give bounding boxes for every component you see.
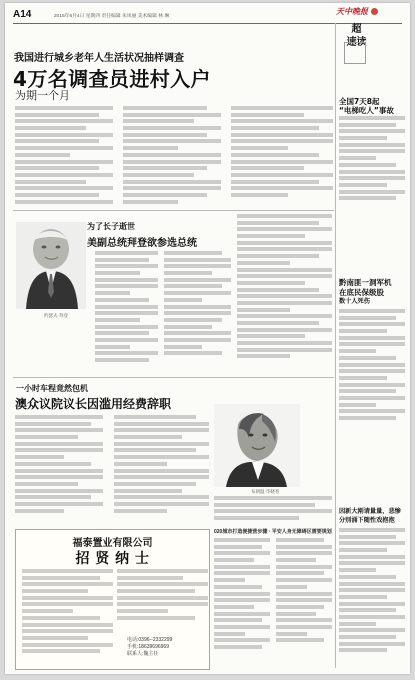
right-story-2-deck: 数十人死伤 <box>339 298 370 305</box>
right-story-1-body <box>339 116 405 204</box>
abbott-body-column-3 <box>214 496 332 524</box>
logo-mark-icon <box>371 8 378 15</box>
biden-caption: 约瑟夫·拜登 <box>44 313 68 318</box>
right-story-1-subtitle: “电梯吃人”事故 <box>339 106 394 115</box>
section-rule-1 <box>13 210 334 211</box>
biden-photo <box>16 222 86 309</box>
ad-company: 福泰置业有限公司 <box>72 538 153 549</box>
lead-body-column-1 <box>15 106 113 207</box>
section-tag-line-1: 超 <box>351 24 362 35</box>
newspaper-page <box>5 3 410 674</box>
ad-left-column <box>22 569 113 664</box>
section-rule-2 <box>13 377 334 378</box>
issue-meta: 2015年6月4日 星期四 责任编辑 朱凤丽 美术编辑 林 琳 <box>54 14 170 19</box>
abbott-caption: 布朗温·毕晓普 <box>251 489 280 494</box>
biden-kicker: 为了长子逝世 <box>87 222 135 231</box>
newspaper-logo <box>336 6 384 18</box>
lead-kicker: 我国进行城乡老年人生活状况抽样调查 <box>14 53 184 64</box>
bottom-news <box>214 529 332 668</box>
logo-text: 天中晚报 <box>336 6 368 16</box>
right-column-divider <box>335 23 336 668</box>
bottom-news-column-1 <box>214 538 270 662</box>
biden-body-column-1 <box>95 251 158 372</box>
abbott-photo <box>214 404 300 487</box>
right-story-1-title: 全国7天8起 <box>339 97 380 106</box>
right-story-2-subtitle: 在底民保级股 <box>339 288 384 297</box>
right-story-3-subtitle: 分别涌下随性戏抱抱 <box>339 517 395 524</box>
ad-title: 招 贤 纳 士 <box>75 551 150 567</box>
abbott-body-column-2 <box>114 415 209 520</box>
recruitment-ad <box>15 529 210 670</box>
bottom-news-column-2 <box>276 538 332 662</box>
right-story-2-body <box>339 309 405 423</box>
lead-title: 4万名调查员进村入户 <box>13 67 211 91</box>
abbott-kicker: 一小时车程竟然包机 <box>16 384 88 393</box>
lead-body-column-3 <box>231 106 333 207</box>
biden-body-column-2 <box>164 251 231 372</box>
right-column <box>339 96 405 662</box>
section-tag-frame <box>344 42 366 64</box>
section-tag <box>341 23 372 64</box>
ad-mobile: 手机:18639696969 <box>127 644 169 650</box>
ad-contact <box>127 637 172 658</box>
biden-title: 美副总统拜登欲参选总统 <box>87 238 197 249</box>
lead-body-column-2 <box>123 106 221 207</box>
bottom-news-title: 020城市打造便捷营步骤 · 平安人身无障碍区需要规划 <box>214 529 332 535</box>
right-story-3-body <box>339 528 405 653</box>
ad-contact-person: 联系人:魏主任 <box>127 651 159 657</box>
right-story-3-title: 因新大刚请量量，悲惨 <box>339 508 401 515</box>
abbott-title: 澳众议院议长因滥用经费辞职 <box>15 397 172 411</box>
biden-body-column-3 <box>237 214 332 373</box>
page-number: A14 <box>13 9 32 20</box>
lead-subtitle: 为期一个月 <box>15 89 70 102</box>
ad-phone: 电话:0396--2332299 <box>127 637 173 643</box>
right-story-2-title: 黔南匪一洞军机 <box>339 278 392 287</box>
abbott-body-column-1 <box>15 415 103 520</box>
section-tag-line-2: 速读 <box>346 37 367 48</box>
